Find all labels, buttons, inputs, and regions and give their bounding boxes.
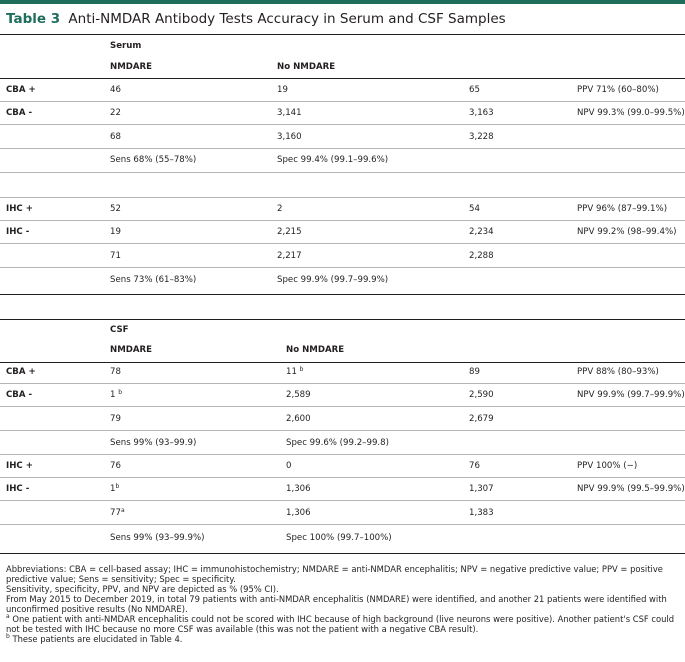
serum-row-5-c3 — [469, 226, 494, 238]
serum-row-4-c2-text: 2 — [277, 204, 283, 214]
csf-col-no-nmdare: No NMDARE — [286, 345, 345, 355]
csf-top-rule — [0, 319, 685, 320]
csf-row-6-c2 — [286, 507, 311, 519]
csf-row-1-c4 — [577, 389, 685, 401]
serum-row-4-c1 — [110, 203, 121, 215]
csf-row-5-c1-text: 1 — [110, 484, 116, 494]
serum-row-0-c2 — [277, 84, 288, 96]
csf-row-0-c3-text: 89 — [469, 367, 480, 377]
csf-row-7-c2 — [286, 532, 392, 544]
csf-row-4-label — [6, 460, 33, 472]
table-title — [6, 11, 506, 27]
csf-row-1-c1 — [110, 389, 122, 401]
csf-row-2-c3 — [469, 413, 494, 425]
table-caption: Anti-NMDAR Antibody Tests Accuracy in Serum and CSF Samples — [68, 11, 506, 27]
csf-row-3-c1-text: Sens 99% (93–99.9) — [110, 438, 197, 448]
csf-row-1-c3-text: 2,590 — [469, 390, 494, 400]
csf-bottom-rule — [0, 553, 685, 554]
csf-row-1-c1-text: 1 — [110, 390, 116, 400]
serum-row-2-c2 — [277, 131, 302, 143]
footnote-a — [6, 614, 682, 634]
table-number: Table 3 — [6, 11, 61, 27]
csf-header-rule — [0, 362, 685, 363]
serum-row-2-c1 — [110, 131, 121, 143]
csf-row-4-c4-text: PPV 100% (−) — [577, 461, 638, 471]
csf-row-7-c2-text: Spec 100% (99.7–100%) — [286, 533, 392, 543]
csf-row-0-label-text: CBA + — [6, 367, 36, 377]
serum-bottom-rule — [0, 294, 685, 295]
serum-row-0-c3-text: 65 — [469, 85, 480, 95]
serum-row-divider — [0, 148, 685, 149]
serum-row-divider — [0, 243, 685, 244]
csf-row-1-c1-footnote-mark: b — [118, 389, 123, 396]
csf-row-4-c1-text: 76 — [110, 461, 121, 471]
serum-row-4-label-text: IHC + — [6, 204, 33, 214]
serum-row-0-c1-text: 46 — [110, 85, 121, 95]
serum-row-1-c2-text: 3,141 — [277, 108, 302, 118]
serum-row-1-c3-text: 3,163 — [469, 108, 494, 118]
serum-row-5-c2-text: 2,215 — [277, 227, 302, 237]
csf-row-5-c4 — [577, 483, 685, 495]
csf-row-7-c1-text: Sens 99% (93–99.9%) — [110, 533, 205, 543]
serum-row-6-c1-text: 71 — [110, 251, 121, 261]
csf-row-4-c3 — [469, 460, 480, 472]
serum-row-6-c2 — [277, 250, 302, 262]
csf-row-divider — [0, 383, 685, 384]
serum-top-rule — [0, 34, 685, 35]
serum-row-3-c1-text: Sens 68% (55–78%) — [110, 155, 197, 165]
serum-row-divider — [0, 197, 685, 198]
serum-row-4-c1-text: 52 — [110, 204, 121, 214]
csf-row-4-c4 — [577, 460, 637, 472]
serum-row-0-c4 — [577, 84, 659, 96]
csf-row-divider — [0, 430, 685, 431]
csf-row-6-c1 — [110, 507, 125, 519]
serum-row-5-c4-text: NPV 99.2% (98–99.4%) — [577, 227, 677, 237]
csf-row-5-c2-text: 1,306 — [286, 484, 311, 494]
serum-row-6-c2-text: 2,217 — [277, 251, 302, 261]
csf-row-6-c3-text: 1,383 — [469, 508, 494, 518]
footnote-ci: Sensitivity, specificity, PPV, and NPV are depicted as % (95% CI). — [6, 584, 279, 594]
csf-row-2-c1-text: 79 — [110, 414, 121, 424]
csf-row-1-c2-text: 2,589 — [286, 390, 311, 400]
serum-row-5-label-text: IHC - — [6, 227, 30, 237]
serum-header-rule — [0, 78, 685, 79]
serum-row-divider — [0, 267, 685, 268]
serum-row-1-label-text: CBA - — [6, 108, 33, 118]
csf-row-1-c3 — [469, 389, 494, 401]
csf-row-divider — [0, 500, 685, 501]
serum-row-1-label — [6, 107, 32, 119]
csf-row-5-c1-footnote-mark: b — [115, 483, 120, 490]
csf-row-0-c2-text: 11 — [286, 367, 297, 377]
serum-col-nmdare: NMDARE — [110, 62, 153, 72]
csf-row-4-c2-text: 0 — [286, 461, 292, 471]
csf-row-0-c3 — [469, 366, 480, 378]
footnote-abbreviations: Abbreviations: CBA = cell-based assay; IHC = immunohistochemistry; NMDARE = anti-NMDAR encephalitis; NPV = negative predictive value; PPV = positive predictive value; Sens = sensitivity; Spec = specificity. — [6, 564, 663, 584]
serum-row-3-c1 — [110, 154, 196, 166]
serum-row-4-label — [6, 203, 33, 215]
csf-row-1-c2 — [286, 389, 311, 401]
csf-row-0-c2 — [286, 366, 303, 378]
footnote-b — [6, 634, 682, 644]
serum-row-6-c1 — [110, 250, 121, 262]
footnote-b-mark: b — [6, 633, 10, 640]
csf-row-6-c1-footnote-mark: a — [120, 507, 125, 514]
serum-section-header: Serum — [110, 41, 142, 51]
serum-row-2-c1-text: 68 — [110, 132, 121, 142]
serum-row-6-c3 — [469, 250, 494, 262]
csf-row-2-c2-text: 2,600 — [286, 414, 311, 424]
serum-row-4-c4-text: PPV 96% (87–99.1%) — [577, 204, 668, 214]
footnote-a-text: One patient with anti-NMDAR encephalitis could not be scored with IHC because of high background (live neurons were positive). Another patient's CSF could not be tested with IHC because no more CSF was available (this was not the patient with a negative CBA result). — [6, 614, 675, 634]
serum-row-5-label — [6, 226, 29, 238]
csf-row-5-c3-text: 1,307 — [469, 484, 494, 494]
serum-row-1-c1 — [110, 107, 121, 119]
serum-row-0-c4-text: PPV 71% (60–80%) — [577, 85, 659, 95]
csf-row-divider — [0, 454, 685, 455]
csf-row-6-c2-text: 1,306 — [286, 508, 311, 518]
csf-row-1-label — [6, 389, 32, 401]
csf-col-nmdare: NMDARE — [110, 345, 153, 355]
csf-row-2-c2 — [286, 413, 311, 425]
csf-row-5-c4-text: NPV 99.9% (99.5–99.9%) — [577, 484, 685, 494]
serum-row-2-c3 — [469, 131, 494, 143]
serum-row-5-c1 — [110, 226, 121, 238]
serum-row-5-c1-text: 19 — [110, 227, 121, 237]
csf-row-5-label-text: IHC - — [6, 484, 30, 494]
table-footnotes — [6, 564, 682, 644]
serum-row-1-c4 — [577, 107, 685, 119]
footnote-period: From May 2015 to December 2019, in total 79 patients with anti-NMDAR encephalitis (NMDARE) were identified, and another 21 patients were identified with unconfirmed positive results (No NMDARE). — [6, 594, 667, 614]
csf-row-5-c2 — [286, 483, 311, 495]
serum-row-0-c1 — [110, 84, 121, 96]
csf-row-2-c1 — [110, 413, 121, 425]
serum-row-6-c3-text: 2,288 — [469, 251, 494, 261]
csf-row-2-c3-text: 2,679 — [469, 414, 494, 424]
csf-row-divider — [0, 406, 685, 407]
csf-row-0-c4-text: PPV 88% (80–93%) — [577, 367, 659, 377]
serum-row-0-label — [6, 84, 36, 96]
csf-row-4-c2 — [286, 460, 291, 472]
serum-row-1-c4-text: NPV 99.3% (99.0–99.5%) — [577, 108, 685, 118]
csf-section-header: CSF — [110, 325, 129, 335]
csf-row-0-c2-footnote-mark: b — [299, 366, 304, 373]
serum-row-1-c1-text: 22 — [110, 108, 121, 118]
csf-row-4-c1 — [110, 460, 121, 472]
csf-row-3-c2 — [286, 437, 389, 449]
serum-col-no-nmdare: No NMDARE — [277, 62, 336, 72]
csf-row-0-c1 — [110, 366, 121, 378]
csf-row-3-c2-text: Spec 99.6% (99.2–99.8) — [286, 438, 389, 448]
serum-row-7-c1 — [110, 274, 196, 286]
footnote-a-mark: a — [6, 613, 10, 620]
serum-row-divider — [0, 220, 685, 221]
csf-row-5-label — [6, 483, 29, 495]
serum-row-divider — [0, 172, 685, 173]
top-accent-bar — [0, 0, 685, 4]
csf-row-7-c1 — [110, 532, 204, 544]
serum-row-5-c4 — [577, 226, 677, 238]
serum-row-0-label-text: CBA + — [6, 85, 36, 95]
serum-row-7-c1-text: Sens 73% (61–83%) — [110, 275, 197, 285]
serum-row-divider — [0, 124, 685, 125]
csf-row-4-label-text: IHC + — [6, 461, 33, 471]
csf-row-5-c1 — [110, 483, 119, 495]
serum-row-4-c3-text: 54 — [469, 204, 480, 214]
serum-row-7-c2 — [277, 274, 388, 286]
serum-row-5-c2 — [277, 226, 302, 238]
serum-row-7-c2-text: Spec 99.9% (99.7–99.9%) — [277, 275, 389, 285]
csf-row-0-c4 — [577, 366, 659, 378]
serum-row-3-c2 — [277, 154, 388, 166]
csf-row-4-c3-text: 76 — [469, 461, 480, 471]
csf-row-6-c1-text: 77 — [110, 508, 121, 518]
csf-row-divider — [0, 477, 685, 478]
footnote-b-text: These patients are elucidated in Table 4. — [12, 634, 183, 644]
serum-row-1-c3 — [469, 107, 494, 119]
csf-row-0-c1-text: 78 — [110, 367, 121, 377]
csf-row-5-c3 — [469, 483, 494, 495]
serum-row-2-c2-text: 3,160 — [277, 132, 302, 142]
serum-row-4-c4 — [577, 203, 667, 215]
serum-row-divider — [0, 101, 685, 102]
serum-row-4-c2 — [277, 203, 282, 215]
csf-row-3-c1 — [110, 437, 196, 449]
csf-row-divider — [0, 524, 685, 525]
serum-row-2-c3-text: 3,228 — [469, 132, 494, 142]
serum-row-4-c3 — [469, 203, 480, 215]
serum-row-3-c2-text: Spec 99.4% (99.1–99.6%) — [277, 155, 389, 165]
serum-row-5-c3-text: 2,234 — [469, 227, 494, 237]
csf-row-6-c3 — [469, 507, 494, 519]
serum-row-0-c2-text: 19 — [277, 85, 288, 95]
serum-row-1-c2 — [277, 107, 302, 119]
csf-row-0-label — [6, 366, 36, 378]
csf-row-1-label-text: CBA - — [6, 390, 33, 400]
serum-row-0-c3 — [469, 84, 480, 96]
csf-row-1-c4-text: NPV 99.9% (99.7–99.9%) — [577, 390, 685, 400]
